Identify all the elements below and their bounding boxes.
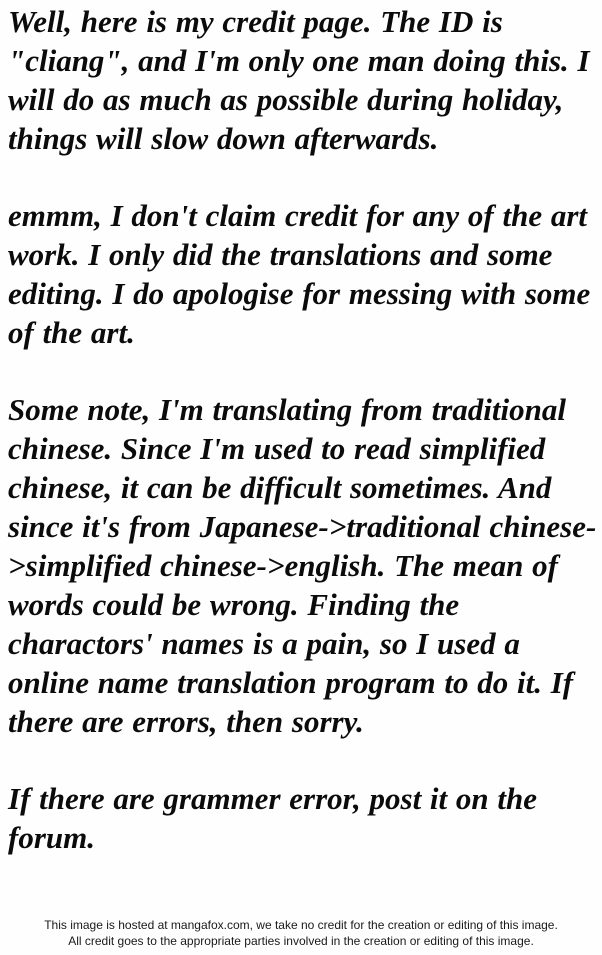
- credit-paragraph-disclaimer: emmm, I don't claim credit for any of the art work. I only did the translations and some editing. I do apologise for messing with some of the art.: [8, 198, 591, 350]
- credit-paragraph-translation-note: Some note, I'm translating from traditional chinese. Since I'm used to read simplified chinese, it can be difficult sometimes. And since it's from Japanese->traditional chinese->simplified chinese->english. The mean of words could be wrong. Finding the charactors' names is a pain, so I used a online name translation program to do it. If there are errors, then sorry.: [8, 392, 597, 739]
- credit-text-block: [8, 2, 600, 857]
- credit-paragraph-grammar-note: If there are grammer error, post it on the forum.: [8, 781, 538, 855]
- disclaimer-line-1: This image is hosted at mangafox.com, we take no credit for the creation or editing of this image.: [44, 918, 558, 932]
- credit-paragraph-intro: Well, here is my credit page. The ID is "cliang", and I'm only one man doing this. I will do as much as possible during holiday, things will slow down afterwards.: [8, 4, 590, 156]
- disclaimer-line-2: All credit goes to the appropriate parties involved in the creation or editing of this image.: [68, 934, 534, 948]
- hosting-disclaimer: [0, 917, 602, 949]
